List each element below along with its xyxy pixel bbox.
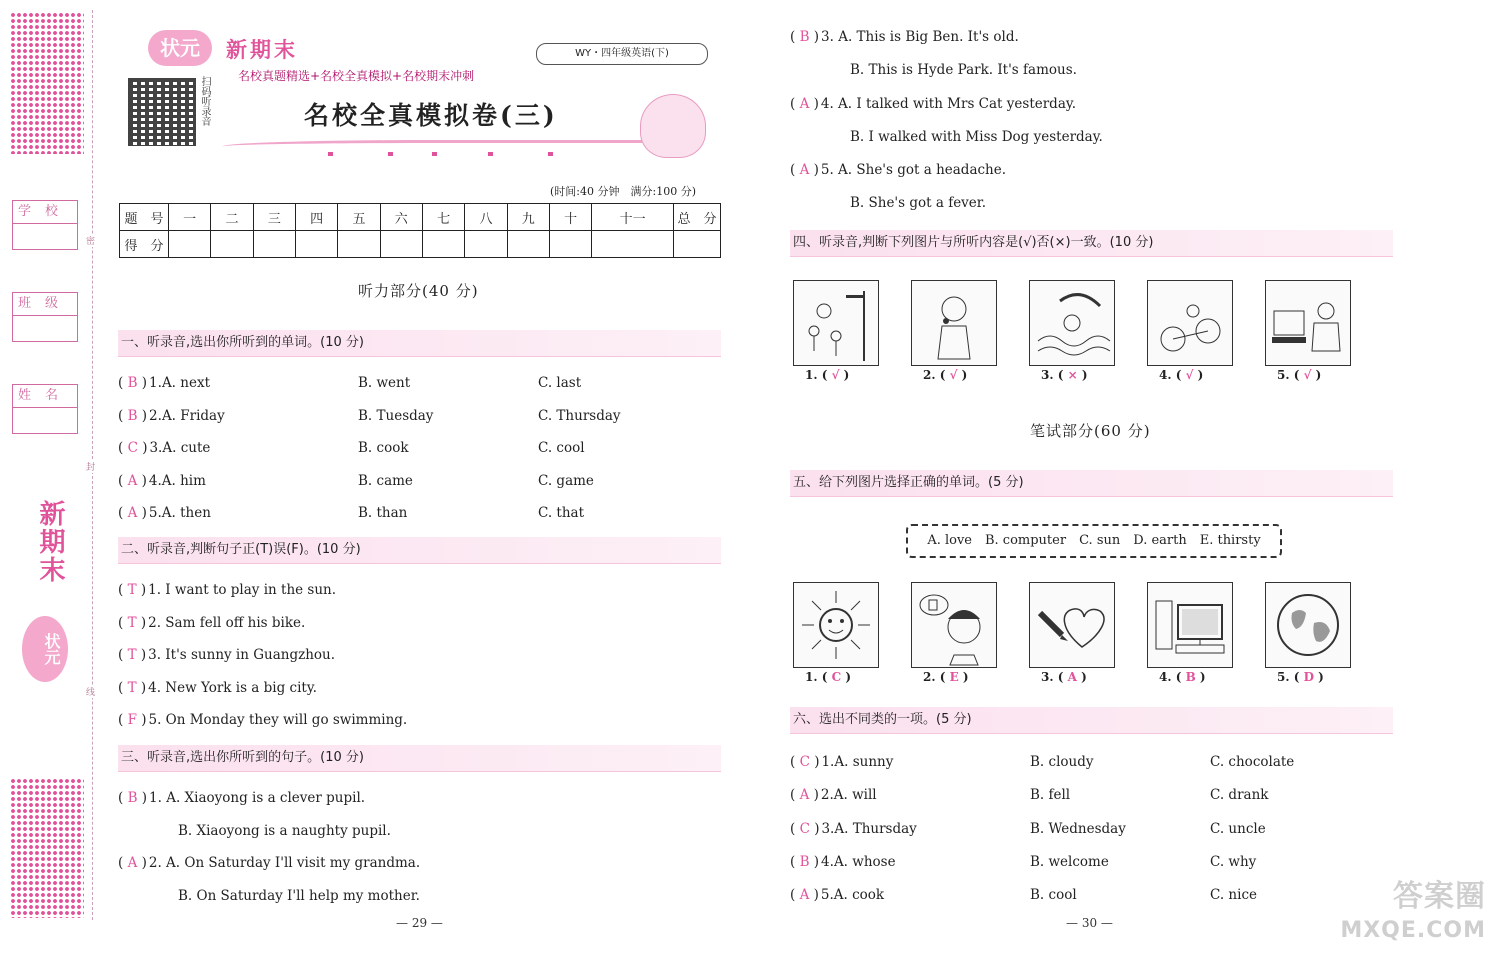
score-cell[interactable] xyxy=(211,231,253,258)
paren-close: ) xyxy=(136,679,147,696)
picture-caption xyxy=(1159,670,1206,684)
paren-close: ) xyxy=(136,647,147,663)
paren-open: ( xyxy=(118,647,128,663)
option-a[interactable]: A. then xyxy=(161,505,211,521)
answer-mark[interactable]: × xyxy=(1067,368,1078,382)
score-col: 十一 xyxy=(592,204,674,231)
paren-open: ( xyxy=(118,790,128,806)
score-col: 五 xyxy=(338,204,380,231)
option-b[interactable]: B. Wednesday xyxy=(1030,820,1126,837)
answer-mark[interactable]: A xyxy=(799,887,810,904)
statement-row xyxy=(118,615,305,631)
question-number: 2. xyxy=(923,670,936,684)
qr-note: 扫码听录音 xyxy=(199,76,210,126)
statement-text: 4. New York is a big city. xyxy=(148,679,317,696)
option-c[interactable]: C. cool xyxy=(538,440,585,456)
answer-mark[interactable]: B xyxy=(799,29,810,45)
score-col-total: 总 分 xyxy=(674,204,721,231)
paren-close: ) xyxy=(1195,670,1206,684)
paren-open: ( xyxy=(790,853,800,870)
binding-mark-feng: 封 xyxy=(86,460,95,473)
answer-mark[interactable]: C xyxy=(831,670,842,684)
score-row-label: 得 分 xyxy=(120,231,169,258)
answer-mark[interactable]: A xyxy=(127,472,138,489)
score-col: 四 xyxy=(295,204,337,231)
answer-mark[interactable]: A xyxy=(1067,670,1077,684)
bike-fall-icon xyxy=(1147,280,1233,366)
question-number: 1. xyxy=(805,670,818,684)
option-c[interactable]: C. why xyxy=(1210,853,1257,870)
paren-close: ) xyxy=(137,505,147,521)
statement-row xyxy=(118,712,407,728)
question-row xyxy=(118,440,210,456)
paren-open: ( xyxy=(790,754,800,770)
option-c[interactable]: C. game xyxy=(538,472,594,489)
qr-code-icon[interactable] xyxy=(128,78,196,146)
section-4-header: 四、听录音,判断下列图片与所听内容是(√)否(×)一致。(10 分) xyxy=(790,230,1393,257)
option-b[interactable]: B. went xyxy=(358,375,411,391)
statement-text: 2. Sam fell off his bike. xyxy=(148,614,306,631)
question-number: 4. xyxy=(821,853,834,870)
answer-mark[interactable]: T xyxy=(127,679,137,696)
score-col: 六 xyxy=(380,204,422,231)
picture-caption xyxy=(1041,368,1088,382)
sentence-question-row xyxy=(118,790,365,806)
option-a[interactable]: 3. A. This is Big Ben. It's old. xyxy=(821,29,1019,45)
watermark xyxy=(1340,880,1486,948)
listening-part-title: 听力部分(40 分) xyxy=(358,282,479,300)
question-number: 3. xyxy=(821,820,835,837)
question-row xyxy=(790,854,896,870)
decor-dot xyxy=(488,152,493,156)
answer-mark[interactable]: A xyxy=(127,855,138,871)
option-b[interactable]: B. came xyxy=(358,472,413,489)
paren-close: ) xyxy=(136,614,147,631)
answer-mark[interactable]: A xyxy=(799,162,810,178)
question-number: 2. xyxy=(923,368,936,382)
picture-caption xyxy=(805,670,851,684)
score-cell[interactable] xyxy=(169,231,211,258)
question-number: 1. xyxy=(821,754,835,770)
time-info: (时间:40 分钟 满分:100 分) xyxy=(550,185,696,198)
statement-text: 5. On Monday they will go swimming. xyxy=(148,712,408,728)
question-row xyxy=(118,408,225,424)
score-col: 一 xyxy=(169,204,211,231)
paren-close: ) xyxy=(137,407,148,424)
picture-caption xyxy=(1277,670,1324,684)
decor-dot xyxy=(548,152,553,156)
school-field[interactable] xyxy=(12,200,78,250)
option-b[interactable]: B. I walked with Miss Dog yesterday. xyxy=(850,129,1103,145)
score-col: 十 xyxy=(549,204,591,231)
paren-open: ( xyxy=(118,582,128,598)
option-a[interactable]: A. cute xyxy=(162,440,211,456)
option-c[interactable]: C. drank xyxy=(1210,787,1269,804)
option-b[interactable]: B. cloudy xyxy=(1030,754,1094,770)
paren-close: ) xyxy=(809,162,819,178)
paren-close: ) xyxy=(809,853,820,870)
answer-mark[interactable]: F xyxy=(127,712,137,728)
paren-open: ( xyxy=(1289,670,1304,684)
question-number: 4. xyxy=(148,472,162,489)
score-cell[interactable] xyxy=(380,231,422,258)
basketball-icon xyxy=(793,280,879,366)
paren-close: ) xyxy=(1193,368,1204,382)
computer-boy-icon xyxy=(1265,280,1351,366)
option-c[interactable]: C. that xyxy=(538,505,585,521)
paren-close: ) xyxy=(839,368,850,382)
answer-mark[interactable]: T xyxy=(127,614,137,631)
binding-mark-xian: 线 xyxy=(86,685,95,698)
picture-caption xyxy=(1159,368,1203,382)
grade-badge: WY・四年级英语(下) xyxy=(536,43,708,65)
paren-open: ( xyxy=(1053,670,1068,684)
option-a[interactable]: A. whose xyxy=(833,853,896,870)
paren-close: ) xyxy=(809,887,819,904)
decor-dot xyxy=(388,152,393,156)
paren-close: ) xyxy=(137,472,147,489)
question-row xyxy=(118,473,206,489)
name-field[interactable] xyxy=(12,384,78,434)
mascot-icon xyxy=(640,94,706,158)
answer-mark[interactable]: D xyxy=(1303,670,1314,684)
score-col: 二 xyxy=(211,204,253,231)
picture-caption xyxy=(923,670,969,684)
paren-close: ) xyxy=(1311,368,1322,382)
paren-close: ) xyxy=(137,375,148,391)
option-c[interactable]: C. nice xyxy=(1210,887,1257,904)
option-a[interactable]: A. next xyxy=(161,375,210,391)
sentence-question-row xyxy=(790,29,1019,45)
watermark-line2: MXQE.COM xyxy=(1340,918,1486,943)
option-b[interactable]: B. On Saturday I'll help my mother. xyxy=(178,888,420,904)
answer-mark[interactable]: √ xyxy=(949,368,958,382)
statement-text: 3. It's sunny in Guangzhou. xyxy=(148,647,336,663)
binding-mark-mi: 密 xyxy=(86,234,95,247)
paren-open: ( xyxy=(817,368,832,382)
decor-dot xyxy=(432,152,437,156)
paren-open: ( xyxy=(118,505,128,521)
section-5-header: 五、给下列图片选择正确的单词。(5 分) xyxy=(790,470,1393,497)
brand-title: 新期末 xyxy=(226,38,298,62)
paren-close: ) xyxy=(1076,670,1087,684)
score-col: 八 xyxy=(465,204,507,231)
question-number: 2. xyxy=(149,407,162,424)
question-number: 3. xyxy=(1041,670,1054,684)
school-label: 学校 xyxy=(13,201,77,224)
side-badge-logo: 状元 xyxy=(22,616,68,682)
question-number: 5. xyxy=(1277,670,1290,684)
paren-close: ) xyxy=(841,670,851,684)
answer-mark[interactable]: A xyxy=(127,505,138,521)
answer-mark[interactable]: T xyxy=(127,582,137,598)
option-a[interactable]: A. will xyxy=(833,787,877,804)
score-cell[interactable] xyxy=(592,231,674,258)
question-row xyxy=(790,887,884,903)
watermark-line1: 答案圈 xyxy=(1393,879,1486,914)
question-number: 5. xyxy=(820,887,834,904)
page-number-left: — 29 — xyxy=(396,916,443,930)
brand-slogan: 名校真题精选+名校全真模拟+名校期末冲刺 xyxy=(238,69,475,83)
answer-mark[interactable]: E xyxy=(949,670,959,684)
paren-close: ) xyxy=(809,96,819,112)
answer-mark[interactable]: B xyxy=(127,407,138,424)
paren-open: ( xyxy=(790,820,800,837)
sun-icon xyxy=(793,582,879,668)
score-cell[interactable] xyxy=(507,231,549,258)
paren-open: ( xyxy=(118,679,128,696)
thirsty-boy-icon xyxy=(911,582,997,668)
paren-open: ( xyxy=(817,670,832,684)
statement-row xyxy=(118,647,335,663)
option-c[interactable]: C. last xyxy=(538,375,582,391)
question-row xyxy=(790,754,893,770)
answer-mark[interactable]: A xyxy=(799,787,810,804)
answer-mark[interactable]: B xyxy=(127,790,138,806)
paren-open: ( xyxy=(790,96,800,112)
paren-close: ) xyxy=(958,670,969,684)
option-a[interactable]: 5. A. She's got a headache. xyxy=(820,162,1007,178)
picture-caption xyxy=(805,368,849,382)
paren-open: ( xyxy=(1171,368,1186,382)
paren-close: ) xyxy=(1077,368,1088,382)
picture-caption xyxy=(1041,670,1087,684)
paren-close: ) xyxy=(136,712,147,728)
section-6-header: 六、选出不同类的一项。(5 分) xyxy=(790,707,1393,734)
sentence-question-row xyxy=(118,855,420,871)
sentence-question-row xyxy=(790,96,1076,112)
option-b[interactable]: B. Tuesday xyxy=(358,407,434,424)
option-a[interactable]: A. cook xyxy=(833,887,885,904)
score-cell[interactable] xyxy=(253,231,295,258)
paren-close: ) xyxy=(809,29,820,45)
section-2-header: 二、听录音,判断句子正(T)误(F)。(10 分) xyxy=(118,537,721,564)
statement-row xyxy=(118,680,317,696)
page-number-right: — 30 — xyxy=(1066,916,1113,930)
score-cell[interactable] xyxy=(422,231,464,258)
question-number: 1. xyxy=(805,368,818,382)
answer-mark[interactable]: C xyxy=(799,754,810,770)
option-b[interactable]: B. cook xyxy=(358,440,409,456)
side-brand-title: 新期末 xyxy=(35,500,65,584)
option-a[interactable]: 2. A. On Saturday I'll visit my grandma. xyxy=(148,855,421,871)
picture-caption xyxy=(923,368,967,382)
answer-mark[interactable]: B xyxy=(127,375,138,391)
paren-open: ( xyxy=(790,29,800,45)
word-bank: A. love B. computer C. sun D. earth E. thirsty xyxy=(906,524,1282,558)
paren-open: ( xyxy=(790,162,800,178)
paren-open: ( xyxy=(118,712,128,728)
pink-dot-pattern-bottom xyxy=(10,778,84,918)
score-cell[interactable] xyxy=(465,231,507,258)
score-table xyxy=(119,203,721,258)
paren-open: ( xyxy=(118,375,128,391)
question-number: 3. xyxy=(1041,368,1054,382)
section-3-header: 三、听录音,选出你所听到的句子。(10 分) xyxy=(118,745,721,772)
header-badge-logo: 状元 xyxy=(148,30,212,66)
swimming-icon xyxy=(1029,280,1115,366)
option-b[interactable]: B. welcome xyxy=(1030,853,1109,870)
paren-close: ) xyxy=(1313,670,1324,684)
option-c[interactable]: C. Thursday xyxy=(538,407,621,424)
option-a[interactable]: 1. A. Xiaoyong is a clever pupil. xyxy=(149,790,366,806)
paren-open: ( xyxy=(118,472,128,489)
statement-row xyxy=(118,582,336,598)
answer-mark[interactable]: C xyxy=(799,820,810,837)
boy-eating-icon xyxy=(911,280,997,366)
option-c[interactable]: C. uncle xyxy=(1210,820,1266,837)
option-a[interactable]: A. sunny xyxy=(834,754,894,770)
score-cell[interactable] xyxy=(674,231,721,258)
class-field[interactable] xyxy=(12,292,78,342)
sentence-question-row xyxy=(790,162,1006,178)
paren-open: ( xyxy=(935,670,950,684)
answer-mark[interactable]: √ xyxy=(1185,368,1194,382)
paren-close: ) xyxy=(137,440,148,456)
section-1-header: 一、听录音,选出你所听到的单词。(10 分) xyxy=(118,330,721,357)
paren-close: ) xyxy=(809,754,820,770)
class-label: 班级 xyxy=(13,293,77,316)
answer-mark[interactable]: B xyxy=(799,853,810,870)
paren-open: ( xyxy=(935,368,950,382)
score-cell[interactable] xyxy=(295,231,337,258)
score-col-label: 题 号 xyxy=(120,204,169,231)
question-number: 5. xyxy=(148,505,162,521)
paren-close: ) xyxy=(137,855,147,871)
score-col: 七 xyxy=(422,204,464,231)
paren-open: ( xyxy=(118,614,128,631)
answer-mark[interactable]: √ xyxy=(831,368,840,382)
score-cell[interactable] xyxy=(549,231,591,258)
pink-dot-pattern-top xyxy=(10,12,84,154)
answer-mark[interactable]: C xyxy=(127,440,138,456)
question-number: 3. xyxy=(149,440,163,456)
option-a[interactable]: 4. A. I talked with Mrs Cat yesterday. xyxy=(820,96,1076,112)
score-col: 九 xyxy=(507,204,549,231)
question-number: 4. xyxy=(1159,670,1172,684)
paren-open: ( xyxy=(1171,670,1186,684)
paren-close: ) xyxy=(809,787,819,804)
option-c[interactable]: C. chocolate xyxy=(1210,754,1295,770)
earth-icon xyxy=(1265,582,1351,668)
answer-mark[interactable]: √ xyxy=(1303,368,1312,382)
option-a[interactable]: A. Thursday xyxy=(834,820,917,837)
question-row xyxy=(790,821,917,837)
option-b[interactable]: B. than xyxy=(358,505,408,521)
answer-mark[interactable]: B xyxy=(1185,670,1196,684)
question-row xyxy=(118,505,211,521)
question-number: 2. xyxy=(820,787,834,804)
computer-icon xyxy=(1147,582,1233,668)
score-header-row xyxy=(120,204,721,231)
paren-open: ( xyxy=(118,855,128,871)
option-b[interactable]: B. Xiaoyong is a naughty pupil. xyxy=(178,823,391,839)
paren-close: ) xyxy=(957,368,968,382)
paren-open: ( xyxy=(118,407,128,424)
name-label: 姓名 xyxy=(13,385,77,408)
option-a[interactable]: A. Friday xyxy=(161,407,225,424)
question-row xyxy=(790,787,877,803)
paren-open: ( xyxy=(790,887,800,904)
paren-open: ( xyxy=(790,787,800,804)
decor-dot xyxy=(328,152,333,156)
question-number: 5. xyxy=(1277,368,1290,382)
question-row xyxy=(118,375,210,391)
answer-mark[interactable]: T xyxy=(127,647,137,663)
option-b[interactable]: B. cool xyxy=(1030,887,1077,904)
score-col: 三 xyxy=(253,204,295,231)
heart-icon xyxy=(1029,582,1115,668)
paren-open: ( xyxy=(1053,368,1068,382)
answer-mark[interactable]: A xyxy=(799,96,810,112)
score-cell[interactable] xyxy=(338,231,380,258)
picture-caption xyxy=(1277,368,1321,382)
paren-open: ( xyxy=(118,440,128,456)
paren-close: ) xyxy=(137,790,148,806)
paren-close: ) xyxy=(136,582,147,598)
paren-open: ( xyxy=(1289,368,1304,382)
option-b[interactable]: B. This is Hyde Park. It's famous. xyxy=(850,62,1077,78)
question-number: 1. xyxy=(149,375,162,391)
writing-part-title: 笔试部分(60 分) xyxy=(1030,422,1151,440)
option-b[interactable]: B. fell xyxy=(1030,787,1071,804)
option-a[interactable]: A. him xyxy=(161,472,206,489)
page-title: 名校全真模拟卷(三) xyxy=(304,101,558,130)
score-value-row xyxy=(120,231,721,258)
statement-text: 1. I want to play in the sun. xyxy=(148,582,337,598)
option-b[interactable]: B. She's got a fever. xyxy=(850,195,987,211)
paren-close: ) xyxy=(809,820,820,837)
question-number: 4. xyxy=(1159,368,1172,382)
